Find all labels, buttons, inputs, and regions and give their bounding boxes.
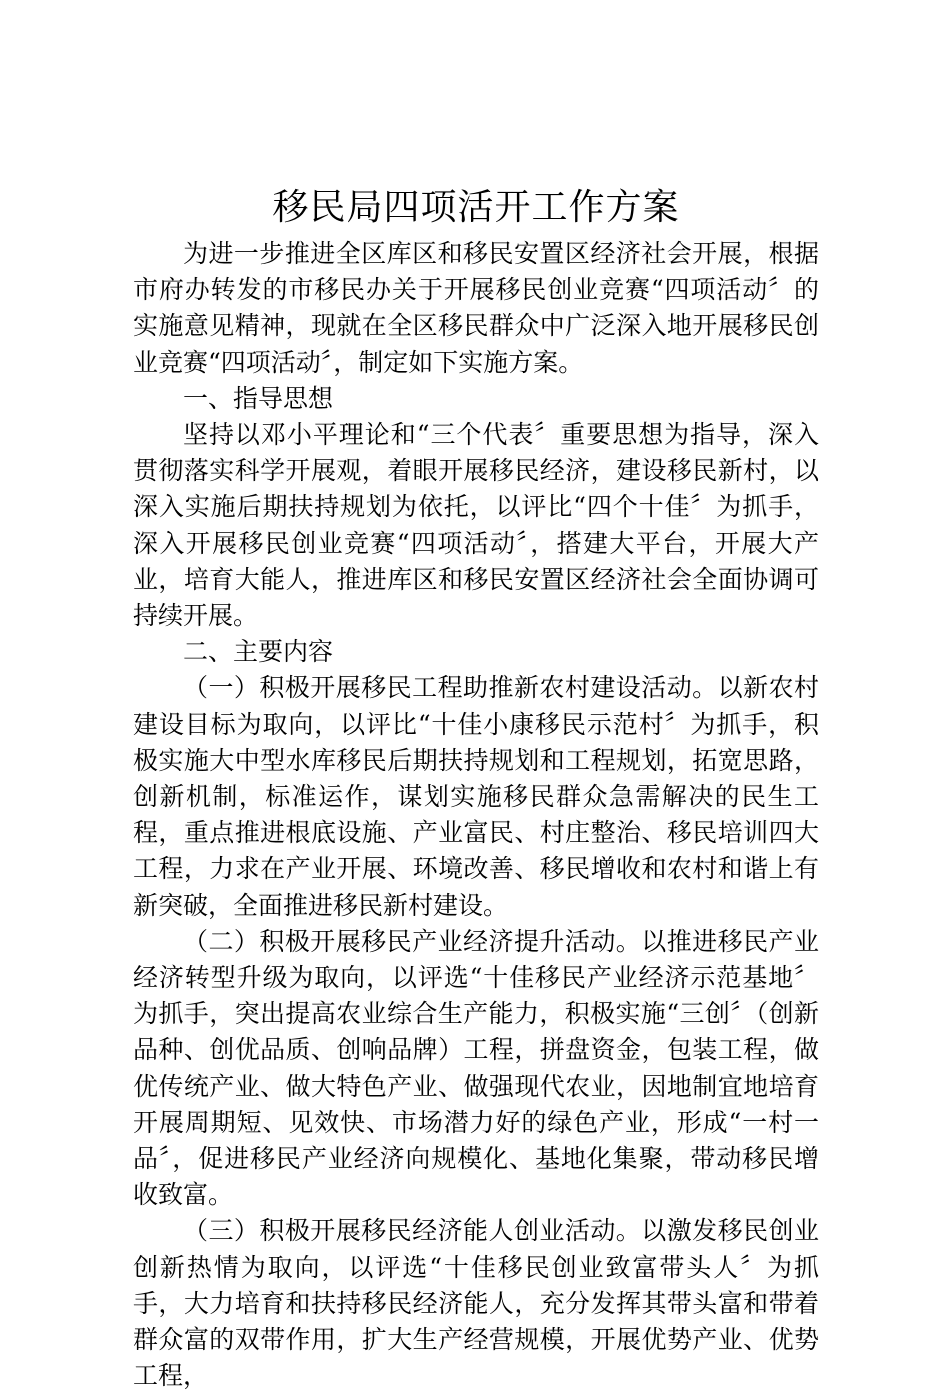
document-title: 移民局四项活开工作方案 bbox=[272, 187, 680, 228]
main-content-item-3: （三）积极开展移民经济能人创业活动。以激发移民创业创新热情为取向，以评选“十佳移民创业致富带头人〞为抓手，大力培育和扶持移民经济能人，充分发挥其带头富和带着群众富的双带作用，扩大生产经营规模，开展优势产业、优势工程， bbox=[133, 1216, 819, 1391]
main-content-item-2: （二）积极开展移民产业经济提升活动。以推进移民产业经济转型升级为取向，以评选“十佳移民产业经济示范基地〞为抓手，突出提高农业综合生产能力，积极实施“三创〞（创新品种、创优品质、创响品牌）工程，拼盘资金，包装工程，做优传统产业、做大特色产业、做强现代农业，因地制宜地培育开展周期短、见效快、市场潜力好的绿色产业，形成“一村一品〞，促进移民产业经济向规模化、基地化集聚，带动移民增收致富。 bbox=[133, 926, 819, 1210]
intro-paragraph: 为进一步推进全区库区和移民安置区经济社会开展，根据市府办转发的市移民办关于开展移民创业竞赛“四项活动〞的实施意见精神，现就在全区移民群众中广泛深入地开展移民创业竞赛“四项活动〞，制定如下实施方案。 bbox=[133, 239, 819, 377]
section-heading-guiding-ideology: 一、指导思想 bbox=[183, 383, 334, 413]
section-heading-main-content: 二、主要内容 bbox=[183, 637, 334, 667]
guiding-ideology-paragraph: 坚持以邓小平理论和“三个代表〞重要思想为指导，深入贯彻落实科学开展观，着眼开展移民经济，建设移民新村，以深入实施后期扶持规划为依托，以评比“四个十佳〞为抓手，深入开展移民创业竞赛“四项活动〞，搭建大平台，开展大产业，培育大能人，推进库区和移民安置区经济社会全面协调可持续开展。 bbox=[133, 420, 819, 631]
main-content-item-1: （一）积极开展移民工程助推新农村建设活动。以新农村建设目标为取向，以评比“十佳小康移民示范村〞为抓手，积极实施大中型水库移民后期扶持规划和工程规划，拓宽思路，创新机制，标准运作，谋划实施移民群众急需解决的民生工程，重点推进根底设施、产业富民、村庄整治、移民培训四大工程，力求在产业开展、环境改善、移民增收和农村和谐上有新突破，全面推进移民新村建设。 bbox=[133, 673, 819, 920]
document-page bbox=[133, 186, 819, 1395]
